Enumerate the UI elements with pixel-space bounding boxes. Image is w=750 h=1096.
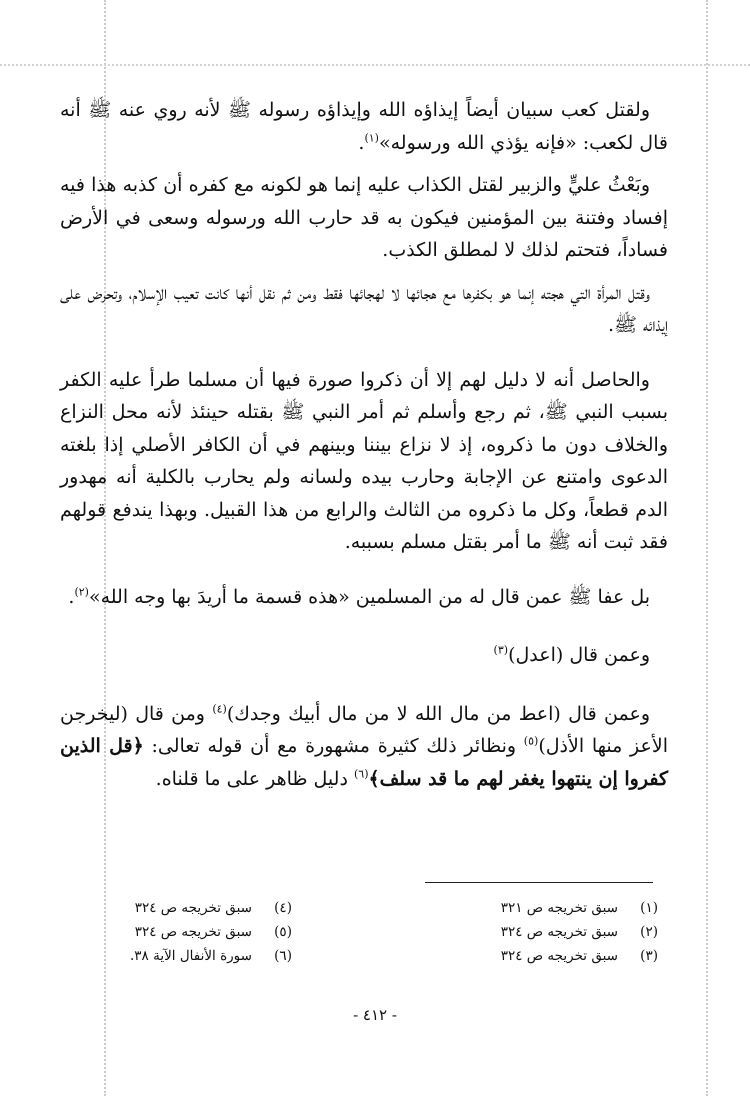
scan-dots-top xyxy=(0,64,750,66)
footnote-ref-2: (٢) xyxy=(74,585,89,599)
footnote-ref-6: (٦) xyxy=(353,767,369,781)
paragraph-3: وقتل المرأة التي هجته إنما هو بكفرها مع هجائها لا لهجائها فقط ومن ثم نقل أنها كانت تعيب الإسلام، وتحرض على إيذائه ﷺ. xyxy=(60,281,668,336)
footnote-6: (٦)سورة الأنفال الآية ٣٨. xyxy=(130,948,292,964)
footnote-ref-1: (١) xyxy=(364,131,379,145)
paragraph-5: بل عفا ﷺ عمن قال له من المسلمين «هذه قسمة ما أريدَ بها وجه الله»$^{(٢)}$. xyxy=(68,585,650,608)
footnote-2: (٢)سبق تخريجه ص ٣٢٤ xyxy=(500,924,658,940)
paragraph-1: ولقتل كعب سبيان أيضاً إيذاؤه الله وإيذاؤه رسوله ﷺ لأنه روي عنه ﷺ أنه قال لكعب: «فإنه يؤذي الله ورسوله»$^{(١)}$. xyxy=(60,99,668,154)
footnote-separator xyxy=(425,882,653,883)
footnotes-left-column xyxy=(130,896,292,968)
footnotes-right-column xyxy=(501,896,658,968)
footnotes xyxy=(130,896,658,968)
footnote-1: (١)سبق تخريجه ص ٣٢١ xyxy=(500,900,658,916)
quran-verse: ﴿قل الذين كفروا إن ينتهوا يغفر لهم ما قد سلف﴾ xyxy=(60,735,668,790)
main-text xyxy=(60,94,668,805)
paragraph-6: وعمن قال (اعدل)$^{(٣)}$ xyxy=(493,643,650,666)
footnote-4: (٤)سبق تخريجه ص ٣٢٤ xyxy=(134,900,292,916)
paragraph-4: والحاصل أنه لا دليل لهم إلا أن ذكروا صورة فيها أن مسلما طرأ عليه الكفر بسبب النبي ﷺ، ثم رجع وأسلم ثم أمر النبي ﷺ بقتله حينئذ لأنه محل النزاع والخلاف دون ما ذكروه، إذ لا نزاع بيننا وبينهم في أن الكافر الأصلي إذا بلغته الدعوى وامتنع عن الإجابة وحارب بيده ولسانه ولم يحارب بالكلية أنه مهدور الدم قطعاً، وكل ما ذكروه من الثالث والرابع من هذا القبيل. وبهذا يندفع قولهم فقد ثبت أنه ﷺ ما أمر بقتل مسلم بسببه. xyxy=(60,368,668,553)
scan-dots-right xyxy=(706,0,708,1096)
footnote-ref-5: (٥) xyxy=(523,734,539,748)
paragraph-2: وبَعْثُ عليٍّ والزبير لقتل الكذاب عليه إنما هو لكونه مع كفره أن كذبه هذا فيه إفساد وفتنة بين المؤمنين فيكون به قد حارب الله ورسوله وسعى في الأرض فساداً، فتحتم لذلك لا لمطلق الكذب. xyxy=(60,174,668,261)
footnote-ref-4: (٤) xyxy=(212,702,227,716)
footnote-3: (٣)سبق تخريجه ص ٣٢٤ xyxy=(500,948,658,964)
footnote-ref-3: (٣) xyxy=(493,643,509,657)
paragraph-7: وعمن قال (اعط من مال الله لا من مال أبيك وجدك)$^{(٤)}$ ومن قال (ليخرجن الأعز منها الأذل)$^{(٥)}$ ونظائر ذلك كثيرة مشهورة مع أن قوله تعالى: ﴿قل الذين كفروا إن ينتهوا يغفر لهم ما قد سلف﴾$^{(٦)}$ دليل ظاهر على ما قلناه. xyxy=(60,702,668,790)
footnote-5: (٥)سبق تخريجه ص ٣٢٤ xyxy=(134,924,292,940)
page-number: - ٤١٢ - xyxy=(353,1006,397,1024)
